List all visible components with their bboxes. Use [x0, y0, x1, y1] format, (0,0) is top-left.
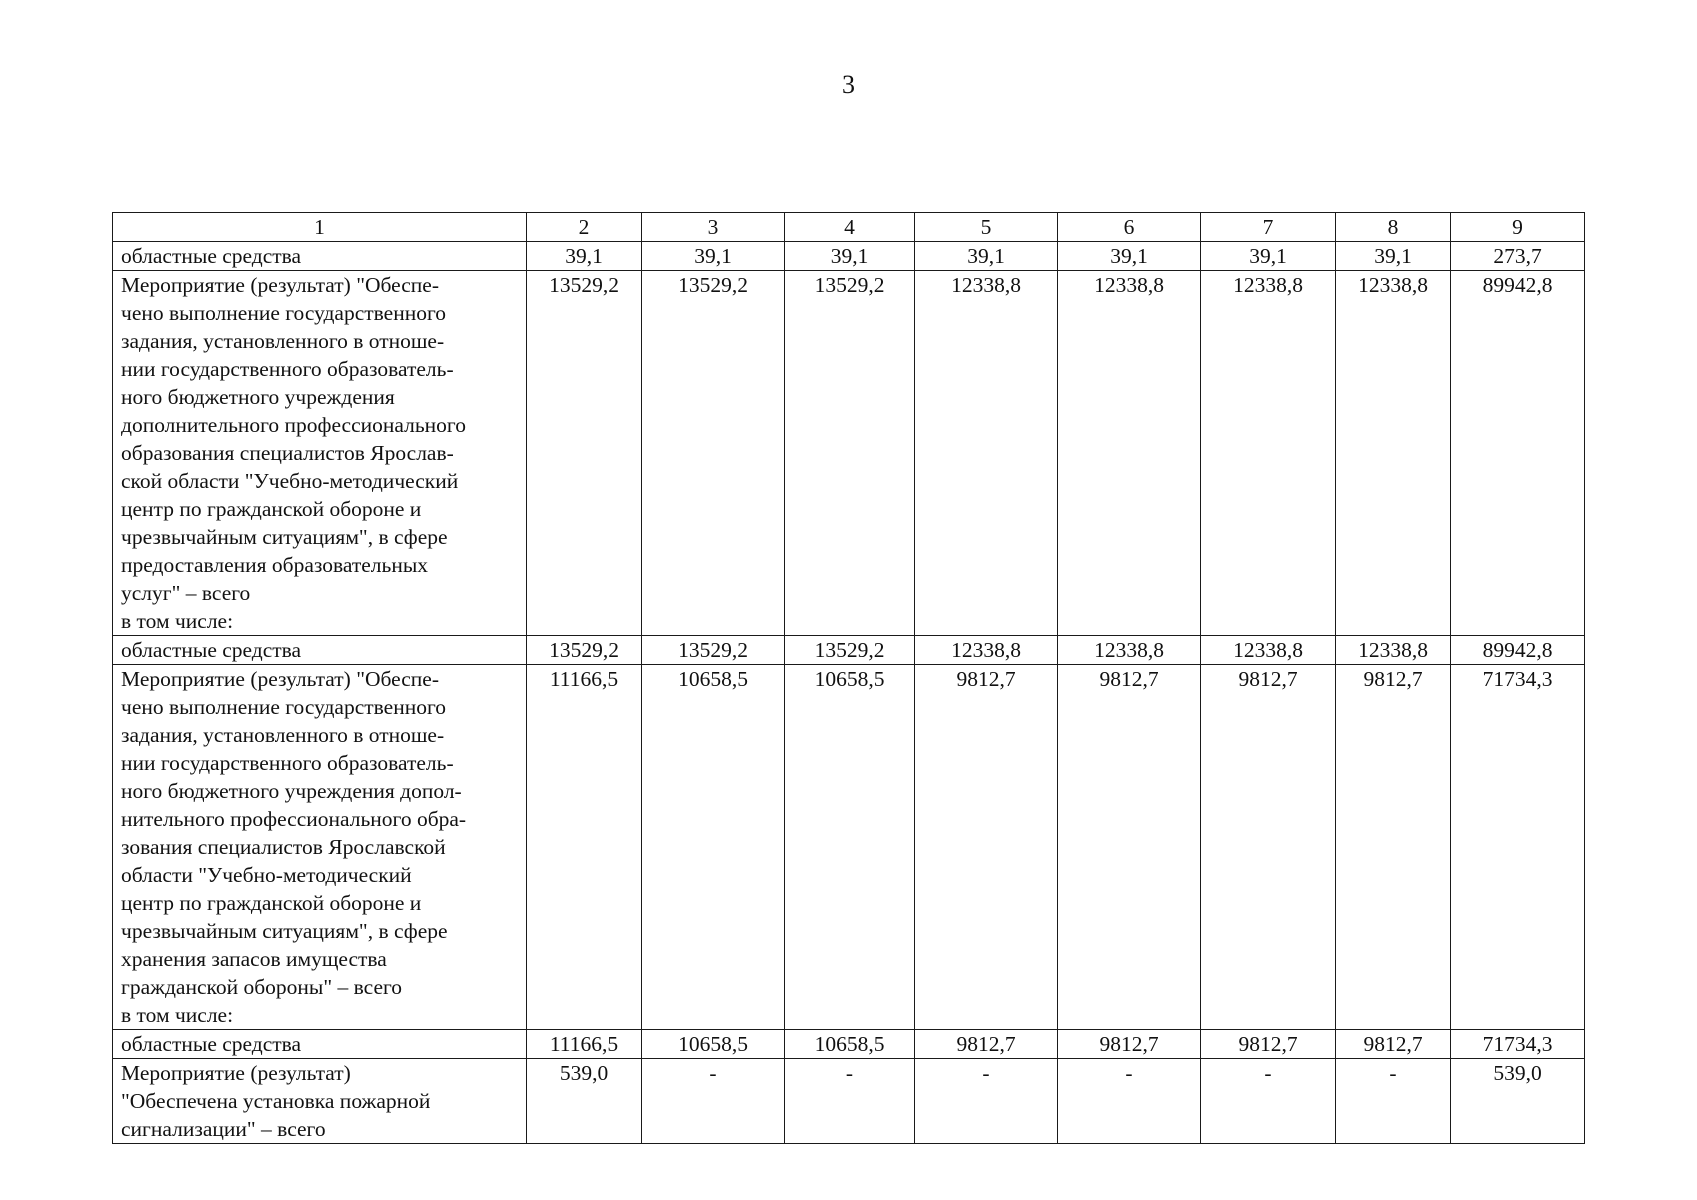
table-cell: 13529,2 — [785, 271, 915, 636]
table-cell: 39,1 — [642, 242, 785, 271]
table-cell: 12338,8 — [1058, 271, 1201, 636]
table-cell: 13529,2 — [785, 636, 915, 665]
column-number: 4 — [785, 213, 915, 242]
table-cell: 39,1 — [915, 242, 1058, 271]
table-cell: 39,1 — [1058, 242, 1201, 271]
row-label: Мероприятие (результат) "Обеспе- чено выполнение государственного задания, установленного в отноше- нии государственного образователь- ного бюджетного учреждения дополнительного профессионального образования специалистов Ярослав- ской области "Учебно-методический центр по гражданской обороне и чрезвычайным ситуациям", в сфере предоставления образовательных услуг" – всего в том числе: — [113, 271, 527, 636]
table-cell: 71734,3 — [1451, 665, 1585, 1030]
table-cell: - — [1201, 1059, 1336, 1144]
column-number: 7 — [1201, 213, 1336, 242]
table-cell: 39,1 — [527, 242, 642, 271]
table-cell: 9812,7 — [915, 1030, 1058, 1059]
table-cell: - — [1058, 1059, 1201, 1144]
table-row — [113, 271, 1585, 636]
table-cell: 12338,8 — [1201, 271, 1336, 636]
table-cell: 12338,8 — [1336, 271, 1451, 636]
budget-table — [112, 212, 1585, 1144]
column-number: 5 — [915, 213, 1058, 242]
table-cell: 9812,7 — [1201, 1030, 1336, 1059]
table-cell: 9812,7 — [1201, 665, 1336, 1030]
table-cell: 10658,5 — [785, 665, 915, 1030]
table-cell: 273,7 — [1451, 242, 1585, 271]
column-number: 8 — [1336, 213, 1451, 242]
table-cell: 9812,7 — [1058, 1030, 1201, 1059]
table-cell: 39,1 — [785, 242, 915, 271]
table-cell: - — [915, 1059, 1058, 1144]
table-cell: 12338,8 — [915, 636, 1058, 665]
table-cell: 539,0 — [527, 1059, 642, 1144]
table-cell: 9812,7 — [915, 665, 1058, 1030]
table-cell: 12338,8 — [1336, 636, 1451, 665]
table-cell: 10658,5 — [785, 1030, 915, 1059]
table-cell: 89942,8 — [1451, 271, 1585, 636]
table-row — [113, 1030, 1585, 1059]
table-row — [113, 242, 1585, 271]
table-row — [113, 636, 1585, 665]
table-cell: 9812,7 — [1336, 1030, 1451, 1059]
row-label: Мероприятие (результат) "Обеспе- чено выполнение государственного задания, установленного в отноше- нии государственного образователь- ного бюджетного учреждения допол- нительного профессионального обра- зования специалистов Ярославской области "Учебно-методический центр по гражданской обороне и чрезвычайным ситуациям", в сфере хранения запасов имущества гражданской обороны" – всего в том числе: — [113, 665, 527, 1030]
table-header-row — [113, 213, 1585, 242]
column-number: 2 — [527, 213, 642, 242]
table-cell: 13529,2 — [527, 271, 642, 636]
table-cell: 12338,8 — [1058, 636, 1201, 665]
table-cell: 39,1 — [1201, 242, 1336, 271]
table-cell: 11166,5 — [527, 1030, 642, 1059]
table-cell: 89942,8 — [1451, 636, 1585, 665]
table-cell: 12338,8 — [1201, 636, 1336, 665]
table-cell: 9812,7 — [1058, 665, 1201, 1030]
row-label: областные средства — [113, 242, 527, 271]
table-cell: 71734,3 — [1451, 1030, 1585, 1059]
row-label: Мероприятие (результат) "Обеспечена установка пожарной сигнализации" – всего — [113, 1059, 527, 1144]
table-cell: 10658,5 — [642, 665, 785, 1030]
table-row — [113, 1059, 1585, 1144]
table-cell: 12338,8 — [915, 271, 1058, 636]
table-cell: 9812,7 — [1336, 665, 1451, 1030]
table-cell: 39,1 — [1336, 242, 1451, 271]
row-label: областные средства — [113, 636, 527, 665]
table-cell: 539,0 — [1451, 1059, 1585, 1144]
column-number: 9 — [1451, 213, 1585, 242]
table-cell: 10658,5 — [642, 1030, 785, 1059]
table-cell: - — [1336, 1059, 1451, 1144]
row-label: областные средства — [113, 1030, 527, 1059]
table-cell: 11166,5 — [527, 665, 642, 1030]
table-cell: 13529,2 — [642, 271, 785, 636]
column-number: 1 — [113, 213, 527, 242]
column-number: 6 — [1058, 213, 1201, 242]
page-number: 3 — [842, 70, 855, 99]
table-cell: - — [642, 1059, 785, 1144]
table-cell: 13529,2 — [527, 636, 642, 665]
column-number: 3 — [642, 213, 785, 242]
table-cell: 13529,2 — [642, 636, 785, 665]
table-row — [113, 665, 1585, 1030]
table-cell: - — [785, 1059, 915, 1144]
